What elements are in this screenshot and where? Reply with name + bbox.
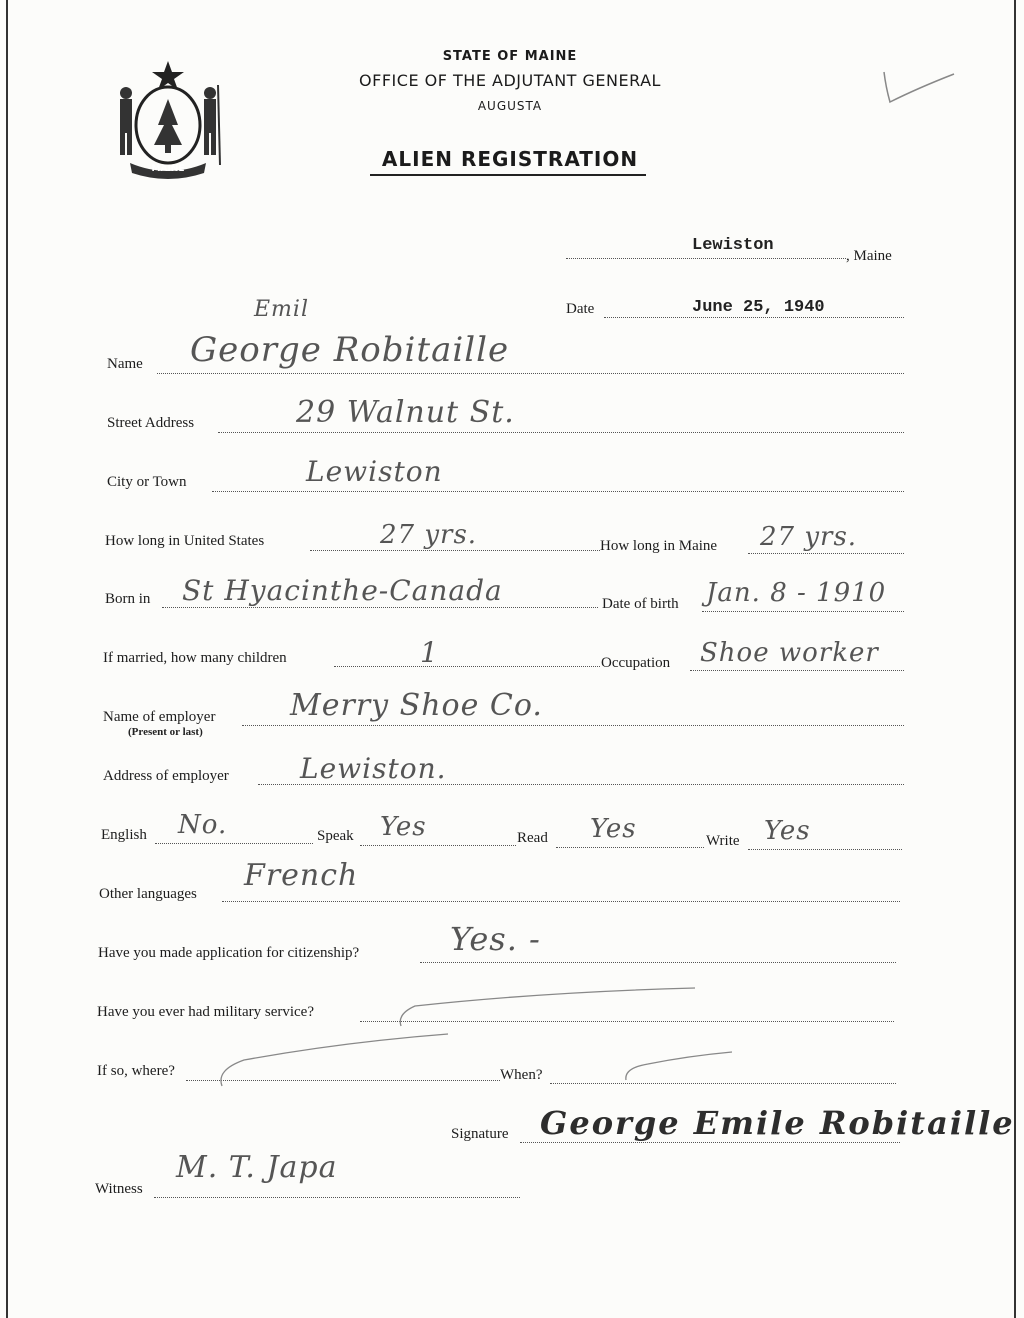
languages-value: French [244, 858, 359, 893]
check-mark-icon [878, 68, 958, 113]
occupation-label: Occupation [601, 655, 671, 671]
citizenship-label: Have you made application for citizenship? [98, 945, 360, 961]
children-label: If married, how many children [103, 650, 287, 666]
maine-time-value: 27 yrs. [760, 522, 858, 552]
born-value: St Hyacinthe-Canada [182, 574, 503, 607]
state-seal [108, 55, 228, 180]
military-stroke [395, 984, 705, 1035]
read-value: Yes [590, 814, 637, 844]
speak-value: Yes [380, 812, 427, 842]
read-label: Read [517, 830, 548, 846]
city-value: Lewiston [306, 455, 443, 488]
write-value: Yes [764, 816, 811, 846]
citizenship-line [420, 962, 896, 963]
when-stroke [618, 1046, 738, 1091]
write-label: Write [706, 833, 740, 849]
children-line [334, 666, 600, 667]
witness-value: M. T. Japa [176, 1150, 338, 1185]
name-insert: Emil [254, 297, 309, 322]
city-heading: AUGUSTA [477, 99, 543, 113]
where-stroke [214, 1030, 454, 1095]
maine-time-label: How long in Maine [600, 538, 718, 554]
speak-label: Speak [317, 828, 354, 844]
city-line [212, 491, 904, 492]
write-line [748, 849, 902, 850]
maine-time-line [748, 553, 904, 554]
us-time-value: 27 yrs. [380, 520, 478, 550]
witness-label: Witness [95, 1181, 143, 1197]
english-value: No. [178, 810, 228, 840]
state-heading: STATE OF MAINE [442, 49, 578, 64]
name-label: Name [107, 356, 143, 372]
city-label: City or Town [107, 474, 187, 490]
read-line [556, 847, 704, 848]
street-value: 29 Walnut St. [296, 395, 515, 430]
when-label: When? [500, 1067, 543, 1083]
seal-banner-text: MAINE [151, 164, 185, 174]
street-label: Street Address [107, 415, 195, 431]
witness-line [154, 1197, 520, 1198]
title-underline [370, 174, 646, 176]
born-label: Born in [105, 591, 151, 607]
military-label: Have you ever had military service? [97, 1004, 314, 1020]
languages-label: Other languages [99, 886, 197, 902]
languages-line [222, 901, 900, 902]
name-value: George Robitaille [190, 330, 510, 370]
employer-address-value: Lewiston. [300, 752, 447, 785]
born-line [162, 607, 598, 608]
occupation-line [690, 670, 904, 671]
employer-label: Name of employer [103, 709, 216, 725]
date-label: Date [566, 301, 595, 317]
office-heading: OFFICE OF THE ADJUTANT GENERAL [359, 71, 661, 90]
signature-label: Signature [451, 1126, 509, 1142]
children-value: 1 [420, 636, 439, 669]
where-label: If so, where? [97, 1063, 175, 1079]
signature-line [520, 1142, 900, 1143]
employer-address-label: Address of employer [103, 768, 229, 784]
us-time-label: How long in United States [105, 533, 265, 549]
location-suffix: , Maine [846, 248, 892, 264]
speak-line [360, 845, 516, 846]
signature-value: George Emile Robitaille [540, 1104, 1015, 1142]
employer-sublabel: (Present or last) [128, 726, 203, 738]
dob-label: Date of birth [602, 596, 679, 612]
name-line [157, 373, 904, 374]
employer-line [242, 725, 904, 726]
location-line [566, 258, 846, 259]
form-title: ALIEN REGISTRATION [381, 147, 639, 171]
street-line [218, 432, 904, 433]
english-line [155, 843, 313, 844]
employer-value: Merry Shoe Co. [290, 688, 543, 723]
dob-value: Jan. 8 - 1910 [706, 578, 887, 608]
location-value: Lewiston [692, 236, 774, 255]
occupation-value: Shoe worker [700, 638, 879, 668]
date-line [604, 317, 904, 318]
english-label: English [101, 827, 147, 843]
dob-line [702, 611, 904, 612]
us-time-line [310, 550, 600, 551]
date-value: June 25, 1940 [692, 298, 825, 317]
page-edge-left [6, 0, 8, 1318]
citizenship-value: Yes. - [450, 920, 541, 958]
